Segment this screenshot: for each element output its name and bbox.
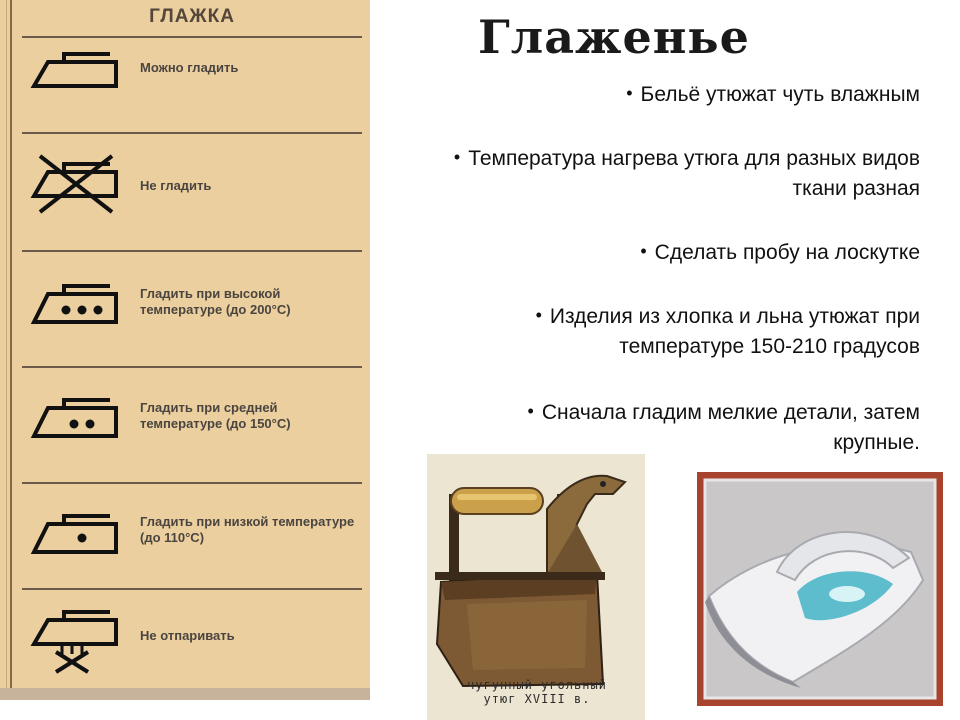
chart-row-label: Гладить при средней температуре (до 150°С) <box>140 400 291 431</box>
chart-row-label: Гладить при высокой температуре (до 200°С) <box>140 286 291 317</box>
bullet-dot-icon: • <box>453 147 461 167</box>
bullet-text: Температура нагрева утюга для разных видов <box>468 147 920 170</box>
bullet-item <box>640 236 920 268</box>
chart-right-edge <box>370 0 378 700</box>
modern-iron-illustration <box>697 472 943 706</box>
modern-iron-photo <box>697 472 943 706</box>
caption-line: чугунный угольный <box>467 678 607 692</box>
bullet-item <box>528 396 920 458</box>
iron-crossed-icon <box>26 150 126 216</box>
chart-row-high-temp <box>22 278 362 338</box>
chart-divider <box>22 482 362 484</box>
bullet-text: Сделать пробу на лоскутке <box>654 241 920 264</box>
bullet-text-continued: температуре 150-210 градусов <box>619 335 920 358</box>
chart-header: ГЛАЖКА <box>149 6 235 27</box>
iron-icon <box>26 48 126 98</box>
antique-iron-photo <box>427 454 645 720</box>
bullet-text: Бельё утюжат чуть влажным <box>640 83 920 106</box>
ironing-symbols-chart <box>0 0 378 700</box>
bullet-dot-icon: • <box>626 83 633 103</box>
bullet-dot-icon: • <box>535 305 542 325</box>
bullet-text: Сначала гладим мелкие детали, затем <box>541 401 920 424</box>
chart-row-label: Можно гладить <box>140 60 239 75</box>
chart-bottom-edge <box>0 688 378 700</box>
bullet-text: Изделия из хлопка и льна утюжат при <box>549 305 920 328</box>
chart-margin-line <box>10 0 12 700</box>
iron-one-dot-icon <box>26 508 126 558</box>
chart-divider <box>22 250 362 252</box>
bullet-text-continued: крупные. <box>833 431 920 454</box>
bullet-item <box>536 300 920 362</box>
bullet-item <box>626 78 920 110</box>
chart-divider <box>22 132 362 134</box>
chart-divider <box>22 588 362 590</box>
chart-divider <box>22 36 362 38</box>
chart-row-do-not-iron <box>22 150 362 220</box>
chart-row-label: Гладить при низкой температуре (до 110°С) <box>140 514 355 545</box>
no-steam-icon <box>26 610 126 674</box>
iron-three-dots-icon <box>26 278 126 328</box>
chart-row-low-temp <box>22 508 362 568</box>
bullet-text-continued: ткани разная <box>792 177 920 200</box>
chart-row-can-iron <box>22 48 362 108</box>
chart-row-label: Не гладить <box>140 178 212 193</box>
chart-divider <box>22 366 362 368</box>
bullet-item <box>454 142 920 204</box>
chart-row-medium-temp <box>22 392 362 452</box>
bullet-dot-icon: • <box>527 401 534 421</box>
iron-two-dots-icon <box>26 392 126 442</box>
slide-title: Глаженье <box>478 10 750 64</box>
antique-iron-caption <box>439 678 635 706</box>
chart-row-no-steam <box>22 610 362 676</box>
chart-row-label: Не отпаривать <box>140 628 235 643</box>
chart-margin-line <box>6 0 7 700</box>
bullet-dot-icon: • <box>640 241 647 261</box>
caption-line: утюг XVIII в. <box>483 692 591 706</box>
